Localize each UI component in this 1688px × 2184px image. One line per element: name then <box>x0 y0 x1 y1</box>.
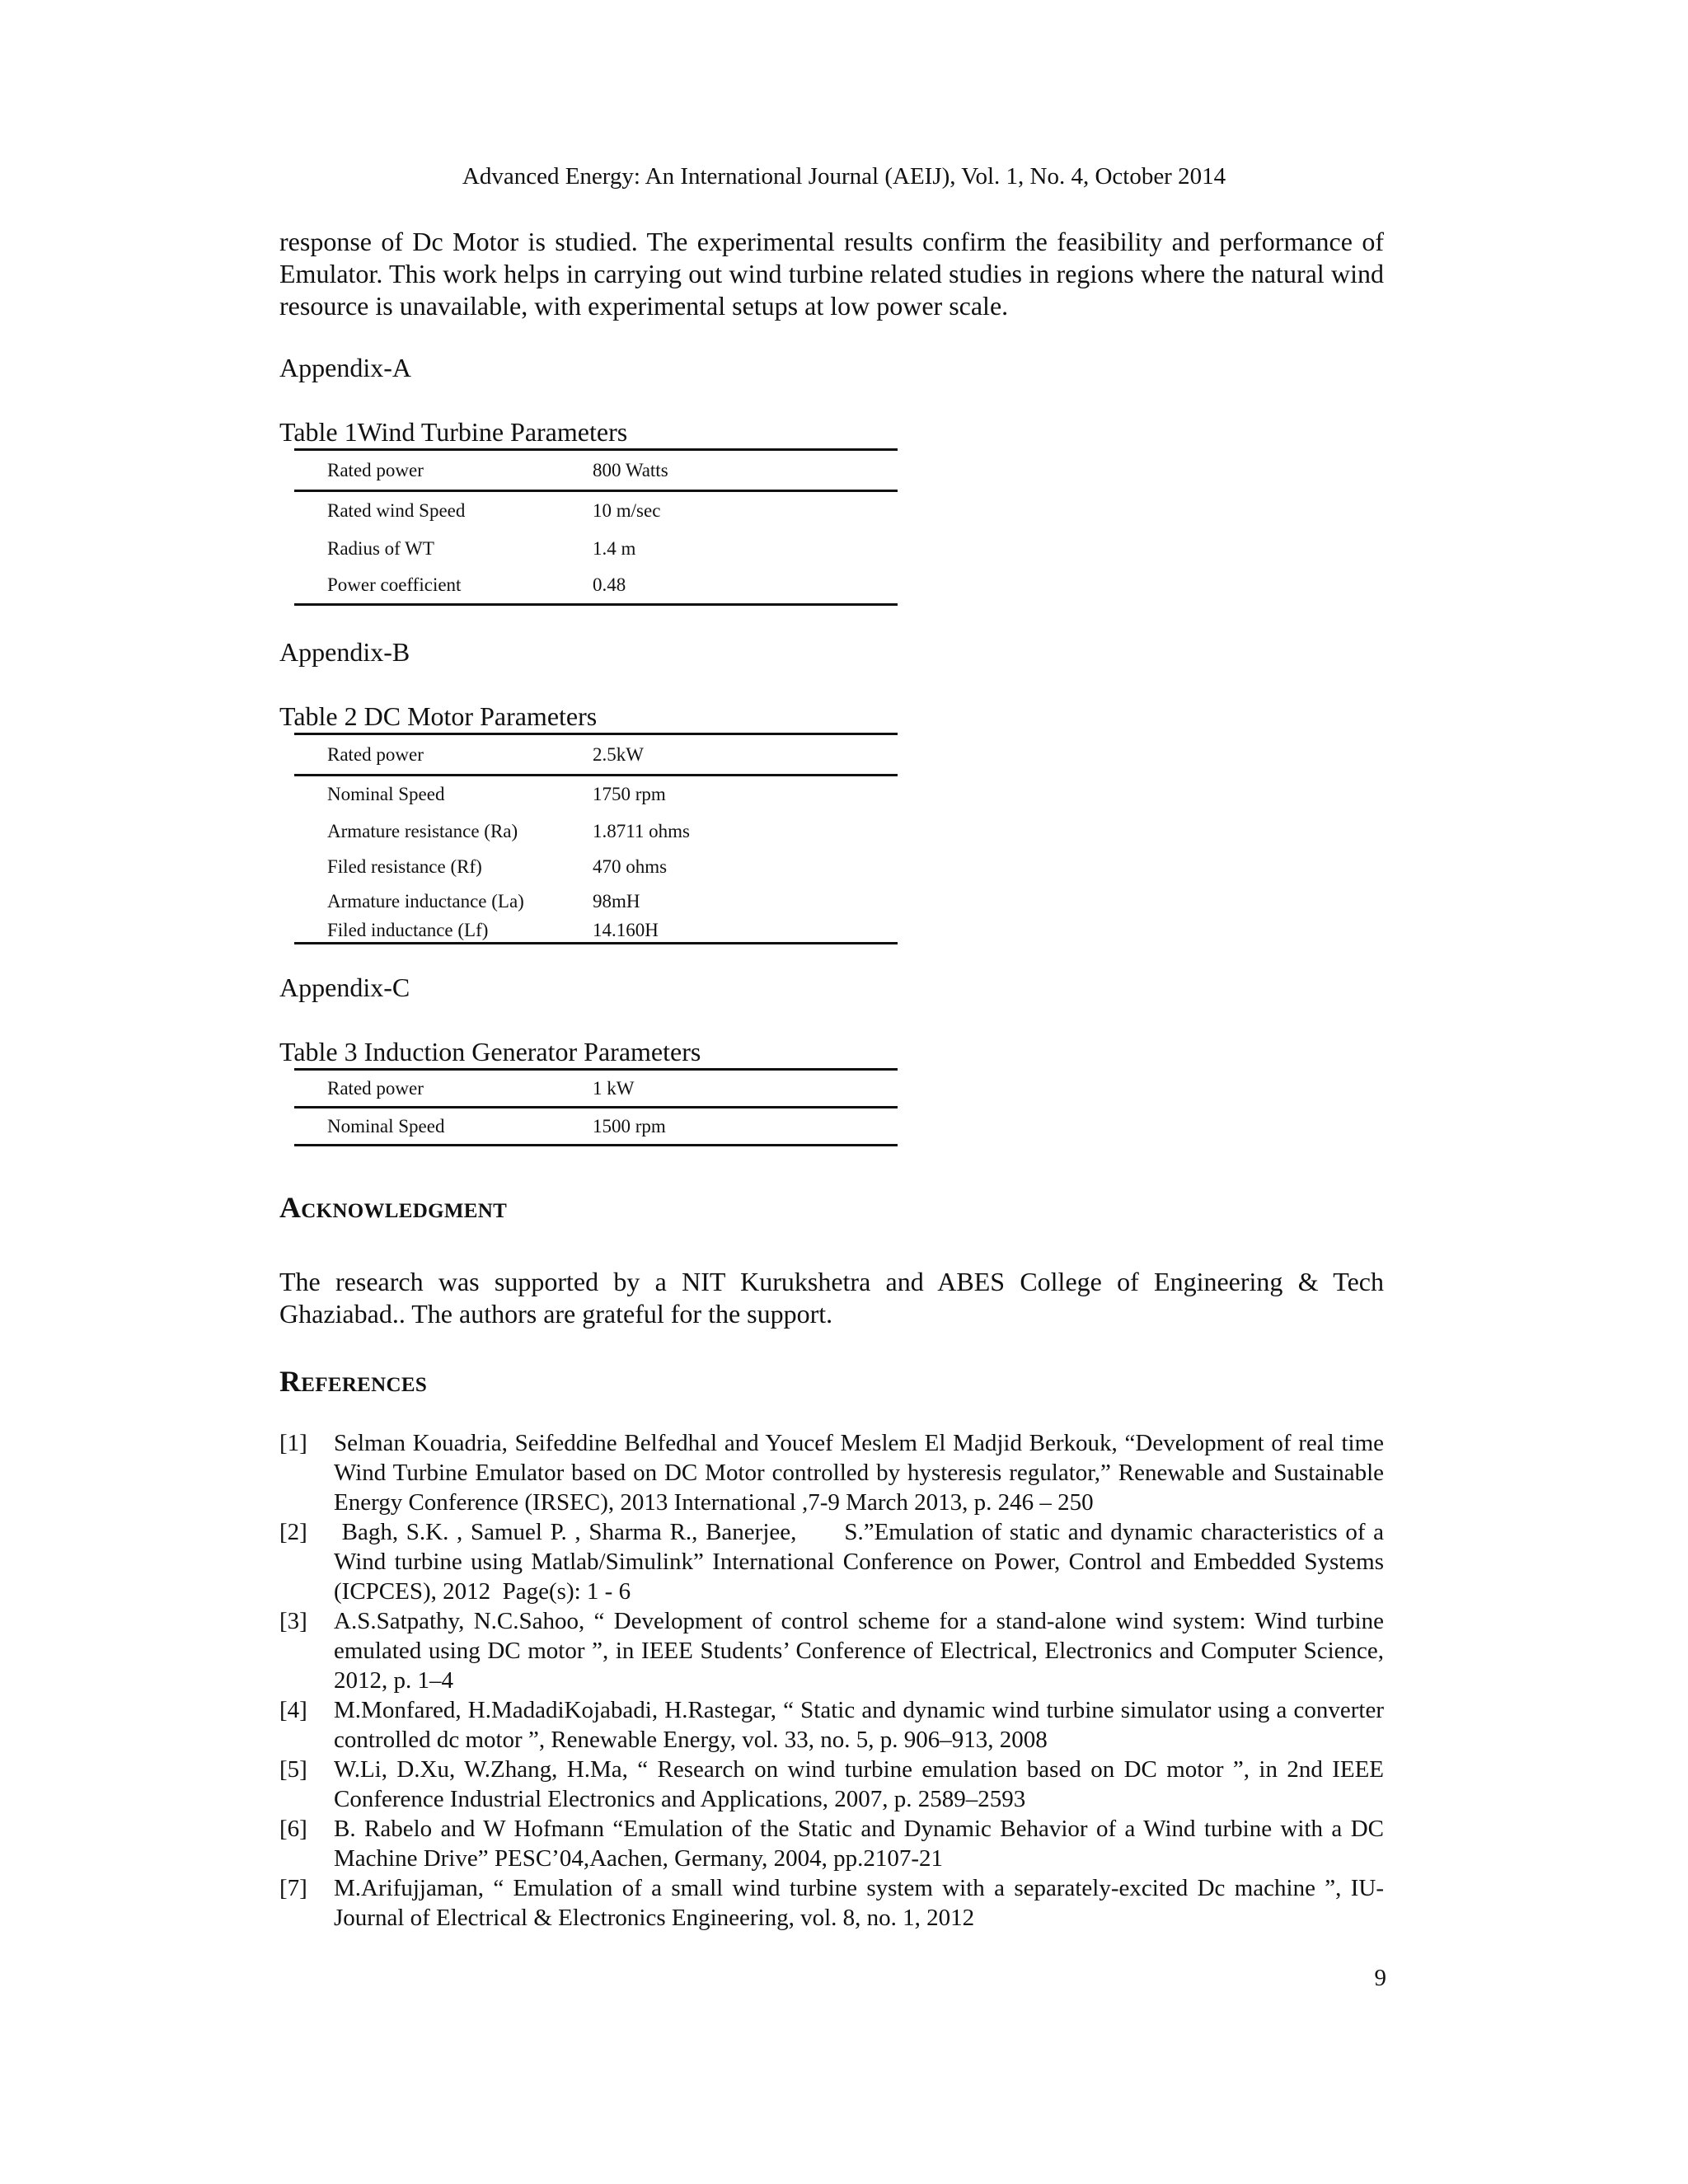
reference-text: M.Arifujjaman, “ Emulation of a small wind turbine system with a separately-excited Dc machine ”, IU-Journal of Electrical & Electronics Engineering, vol. 8, no. 1, 2012 <box>334 1875 1384 1931</box>
table-cell-value: 10 m/sec <box>593 500 661 522</box>
reference-item <box>279 1755 1384 1814</box>
table-row <box>294 450 898 491</box>
reference-text: A.S.Satpathy, N.C.Sahoo, “ Development of control scheme for a stand-alone wind system: Wind turbine emulated using DC motor ”, in IEEE Students’ Conference of Electrical, Electronics and Computer Science, 2012, p. 1–4 <box>334 1608 1384 1694</box>
table-cell-value: 0.48 <box>593 567 898 605</box>
table-row <box>294 1108 898 1146</box>
appendix-a-title: Appendix-A <box>279 353 411 382</box>
table-cell-name: Power coefficient <box>294 567 593 605</box>
reference-number: [2] <box>279 1519 307 1545</box>
reference-item <box>279 1814 1384 1873</box>
reference-item <box>279 1695 1384 1755</box>
table-cell-name: Filed resistance (Rf) <box>327 856 482 877</box>
acknowledgment-text: The research was supported by a NIT Kurukshetra and ABES College of Engineering & Tech Ghaziabad.. The authors are grateful for the support. <box>279 1267 1384 1329</box>
reference-text: M.Monfared, H.MadadiKojabadi, H.Rastegar, “ Static and dynamic wind turbine simulator using a converter controlled dc motor ”, Renewable Energy, vol. 33, no. 5, p. 906–913, 2008 <box>334 1697 1384 1753</box>
table-cell-value: 1.8711 ohms <box>593 820 690 841</box>
table-3-induction-generator-parameters <box>294 1068 898 1146</box>
table-cell-name: Filed inductance (Lf) <box>294 919 593 944</box>
table-row <box>294 734 898 776</box>
reference-text: B. Rabelo and W Hofmann “Emulation of the Static and Dynamic Behavior of a Wind turbine with a DC Machine Drive” PESC’04,Aachen, Germany, 2004, pp.2107-21 <box>334 1816 1384 1872</box>
reference-text: Selman Kouadria, Seifeddine Belfedhal and Youcef Meslem El Madjid Berkouk, “Development of real time Wind Turbine Emulator based on DC Motor controlled by hysteresis regulator,” Renewable and Sustainable Energy Conference (IRSEC), 2013 International ,7-9 March 2013, p. 246 – 250 <box>334 1430 1384 1516</box>
table-3-caption: Table 3 Induction Generator Parameters <box>279 1037 701 1066</box>
table-row <box>294 850 898 885</box>
appendix-c-title: Appendix-C <box>279 972 410 1002</box>
table-row <box>294 531 898 567</box>
table-2-caption: Table 2 DC Motor Parameters <box>279 701 598 731</box>
reference-item <box>279 1873 1384 1933</box>
page-number: 9 <box>1374 1965 1386 1991</box>
table-row <box>294 1070 898 1108</box>
table-cell-name: Radius of WT <box>327 537 434 559</box>
appendix-b-title: Appendix-B <box>279 637 410 667</box>
acknowledgment-heading: Acknowledgment <box>279 1191 508 1224</box>
table-cell-value: 14.160H <box>593 919 898 944</box>
reference-item <box>279 1517 1390 1606</box>
table-cell-value: 1750 rpm <box>593 784 666 805</box>
running-header: Advanced Energy: An International Journal (AEIJ), Vol. 1, No. 4, October 2014 <box>462 163 1226 190</box>
table-cell-name: Nominal Speed <box>294 1108 593 1146</box>
table-cell-name: Rated power <box>294 734 593 776</box>
table-row <box>294 885 898 919</box>
table-cell-value: 1500 rpm <box>593 1108 898 1146</box>
table-cell-value: 98mH <box>593 891 640 912</box>
table-row <box>294 813 898 850</box>
table-cell-value: 800 Watts <box>593 450 898 491</box>
table-row <box>294 491 898 531</box>
reference-number: [4] <box>279 1697 307 1723</box>
table-1-wind-turbine-parameters <box>294 448 898 606</box>
table-1-caption: Table 1Wind Turbine Parameters <box>279 417 628 447</box>
reference-number: [6] <box>279 1816 307 1842</box>
reference-text: Bagh, S.K. , Samuel P. , Sharma R., Banerjee, S.”Emulation of static and dynamic characteristics of a Wind turbine using Matlab/Simulink” International Conference on Power, Control and Embedded Systems (ICPCES), 2012 Page(s): 1 - 6 <box>334 1519 1390 1605</box>
reference-item <box>279 1428 1384 1517</box>
table-cell-name: Rated power <box>294 450 593 491</box>
references-heading: References <box>279 1365 428 1398</box>
table-cell-value: 1.4 m <box>593 537 636 559</box>
table-cell-name: Armature resistance (Ra) <box>327 820 518 841</box>
table-cell-value: 1 kW <box>593 1070 898 1108</box>
reference-number: [5] <box>279 1756 307 1783</box>
intro-paragraph: response of Dc Motor is studied. The experimental results confirm the feasibility and performance of Emulator. This work helps in carrying out wind turbine related studies in regions where the natural wind resource is unavailable, with experimental setups at low power scale. <box>279 227 1384 321</box>
table-cell-name: Armature inductance (La) <box>327 891 524 912</box>
reference-number: [3] <box>279 1608 307 1634</box>
reference-text: W.Li, D.Xu, W.Zhang, H.Ma, “ Research on wind turbine emulation based on DC motor ”, in 2nd IEEE Conference Industrial Electronics and Applications, 2007, p. 2589–2593 <box>334 1756 1384 1812</box>
table-2-dc-motor-parameters <box>294 733 898 944</box>
table-row <box>294 776 898 813</box>
reference-number: [7] <box>279 1875 307 1901</box>
table-cell-value: 470 ohms <box>593 856 668 877</box>
reference-list <box>279 1428 1390 1933</box>
reference-number: [1] <box>279 1430 307 1456</box>
table-cell-name: Rated wind Speed <box>327 500 466 522</box>
table-row <box>294 919 898 944</box>
table-cell-name: Nominal Speed <box>327 784 445 805</box>
table-cell-name: Rated power <box>294 1070 593 1108</box>
table-row <box>294 567 898 605</box>
table-cell-value: 2.5kW <box>593 734 898 776</box>
reference-item <box>279 1606 1384 1695</box>
